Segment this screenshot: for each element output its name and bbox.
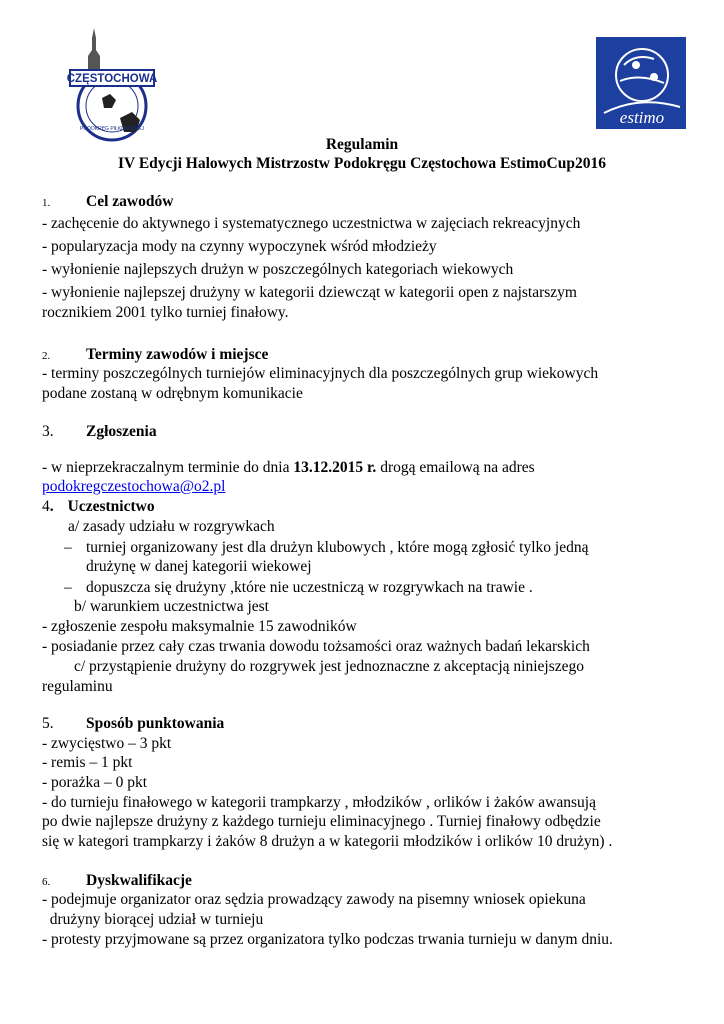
section-title: Uczestnictwo bbox=[67, 498, 155, 515]
section-3-heading bbox=[42, 422, 157, 441]
deadline-line bbox=[42, 458, 535, 477]
text-line: - zachęcenie do aktywnego i systematycznego uczestnictwa w zajęciach rekreacyjnych bbox=[42, 215, 581, 232]
text-segment: - w nieprzekraczalnym terminie do dnia bbox=[42, 459, 294, 476]
section-title: Sposób punktowania bbox=[86, 715, 225, 732]
logo-right-text: estimo bbox=[619, 108, 665, 127]
estimo-logo bbox=[596, 37, 686, 129]
text-line: się w kategori trampkarzy i żaków 8 drużyn a w kategorii młodzików i orlików 10 drużyn) . bbox=[42, 833, 613, 850]
czestochowa-logo bbox=[60, 28, 162, 142]
page-subtitle: IV Edycji Halowych Mistrzostw Podokręgu Częstochowa EstimoCup2016 bbox=[118, 155, 606, 172]
section-number: 5. bbox=[42, 715, 54, 732]
text-line: - posiadanie przez cały czas trwania dowodu tożsamości oraz ważnych badań lekarskich bbox=[42, 638, 590, 655]
section-number: 3. bbox=[42, 423, 54, 440]
subsection-a: a/ zasady udziału w rozgrywkach bbox=[68, 518, 275, 535]
text-line: - terminy poszczególnych turniejów eliminacyjnych dla poszczególnych grup wiekowych bbox=[42, 365, 599, 382]
text-line: - wyłonienie najlepszych drużyn w poszczególnych kategoriach wiekowych bbox=[42, 261, 514, 278]
section-title: Cel zawodów bbox=[86, 193, 174, 210]
text-line: po dwie najlepsze drużyny z każdego turnieju eliminacyjnego . Turniej finałowy odbędzie bbox=[42, 813, 601, 830]
text-line: drużyny biorącej udział w turnieju bbox=[42, 911, 264, 928]
dash: – bbox=[64, 539, 72, 556]
subsection-c: c/ przystąpienie drużyny do rozgrywek jest jednoznaczne z akceptacją niniejszego bbox=[74, 658, 584, 675]
text-line: - zwycięstwo – 3 pkt bbox=[42, 735, 172, 752]
dash: – bbox=[64, 579, 72, 596]
section-title: Dyskwalifikacje bbox=[86, 872, 192, 889]
text-line: - do turnieju finałowego w kategorii trampkarzy , młodzików , orlików i żaków awansują bbox=[42, 794, 596, 811]
section-1-heading bbox=[42, 192, 173, 213]
section-number-dot: . bbox=[49, 498, 54, 515]
logo-left-ring-text: PODOKRĘG PIŁKI NOŻNEJ bbox=[80, 126, 144, 132]
section-number: 2. bbox=[42, 350, 51, 362]
text-line: - wyłonienie najlepszej drużyny w kategorii dziewcząt w kategorii open z najstarszym bbox=[42, 284, 577, 301]
text-segment: turniej organizowany jest dla drużyn klubowych , które mogą zgłosić tylko jedną bbox=[86, 539, 589, 556]
text-line: rocznikiem 2001 tylko turniej finałowy. bbox=[42, 304, 289, 321]
text-line: regulaminu bbox=[42, 678, 113, 695]
section-2-heading bbox=[42, 345, 268, 366]
subsection-b: b/ warunkiem uczestnictwa jest bbox=[74, 598, 269, 615]
dash-item bbox=[64, 538, 588, 557]
section-title: Zgłoszenia bbox=[86, 423, 157, 440]
text-line: drużynę w danej kategorii wiekowej bbox=[86, 558, 312, 575]
dash-item bbox=[64, 578, 533, 597]
email-line bbox=[42, 477, 225, 496]
text-line: - popularyzacja mody na czynny wypoczynek wśród młodzieży bbox=[42, 238, 437, 255]
text-segment: dopuszcza się drużyny ,które nie uczestniczą w rozgrywkach na trawie . bbox=[86, 579, 533, 596]
section-number: 4 bbox=[42, 498, 50, 515]
text-line: - zgłoszenie zespołu maksymalnie 15 zawodników bbox=[42, 618, 357, 635]
page-title: Regulamin bbox=[325, 136, 399, 153]
text-line: - podejmuje organizator oraz sędzia prowadzący zawody na pisemny wniosek opiekuna bbox=[42, 891, 586, 908]
section-number: 1. bbox=[42, 197, 51, 209]
text-line: - porażka – 0 pkt bbox=[42, 774, 148, 791]
section-title: Terminy zawodów i miejsce bbox=[86, 346, 269, 363]
deadline-date: 13.12.2015 r. bbox=[293, 459, 377, 476]
section-6-heading bbox=[42, 871, 192, 892]
logo-left-text: CZĘSTOCHOWA bbox=[66, 73, 158, 85]
text-line: - remis – 1 pkt bbox=[42, 754, 133, 771]
text-line: - protesty przyjmowane są przez organizatora tylko podczas trwania turnieju w danym dniu. bbox=[42, 931, 613, 948]
text-segment: drogą emailową na adres bbox=[376, 459, 535, 476]
email-link[interactable]: podokregczestochowa@o2.pl bbox=[42, 478, 226, 495]
section-number: 6. bbox=[42, 876, 51, 888]
text-line: podane zostaną w odrębnym komunikacie bbox=[42, 385, 303, 402]
section-4-heading bbox=[42, 497, 155, 516]
section-5-heading bbox=[42, 714, 224, 733]
